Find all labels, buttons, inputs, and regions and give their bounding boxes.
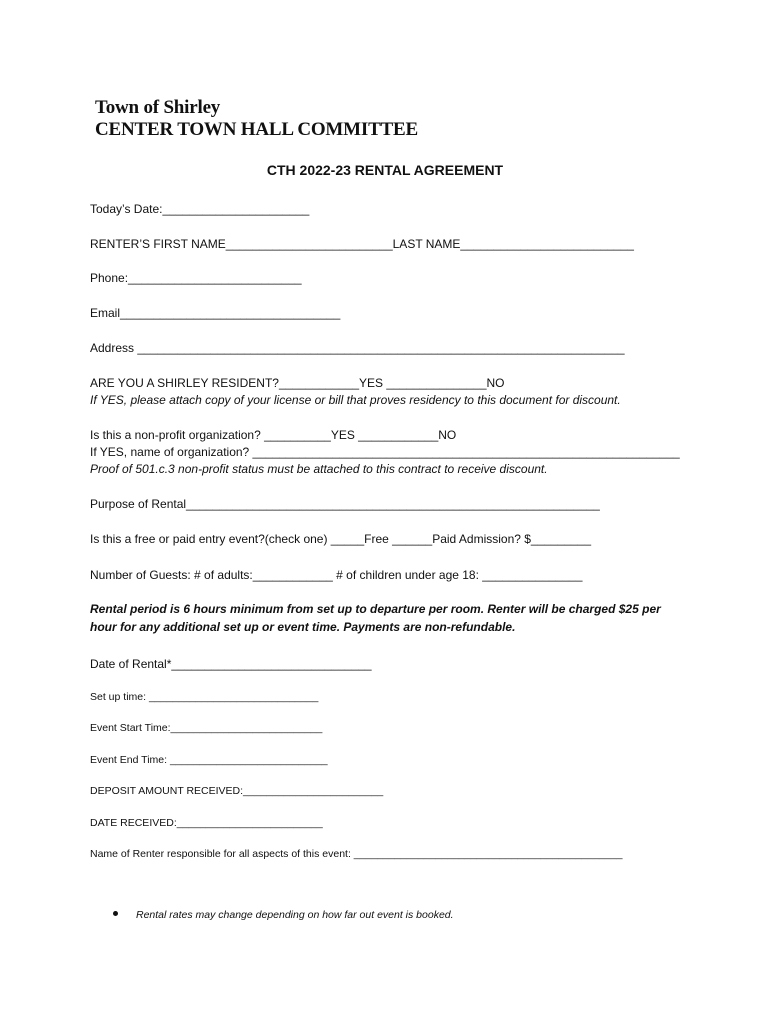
rental-rates-note: Rental rates may change depending on how far out event is booked. xyxy=(136,909,454,921)
todays-date-field[interactable]: Today’s Date:______________________ xyxy=(90,202,310,216)
rental-date-field[interactable]: Date of Rental*______________________________ xyxy=(90,657,372,671)
event-end-field[interactable]: Event End Time: ___________________________ xyxy=(90,754,328,766)
deposit-amount-field[interactable]: DEPOSIT AMOUNT RECEIVED:________________________ xyxy=(90,785,384,797)
address-field[interactable]: Address _________________________________________________________________________ xyxy=(90,341,625,355)
email-field[interactable]: Email_________________________________ xyxy=(90,306,341,320)
resident-note: If YES, please attach copy of your license or bill that proves residency to this document for discount. xyxy=(90,393,621,407)
purpose-field[interactable]: Purpose of Rental______________________________________________________________ xyxy=(90,497,600,511)
document-title: CTH 2022-23 RENTAL AGREEMENT xyxy=(266,162,504,178)
committee-name: CENTER TOWN HALL COMMITTEE xyxy=(95,119,418,140)
shirley-resident-field[interactable]: ARE YOU A SHIRLEY RESIDENT?____________YES _______________NO xyxy=(90,376,505,390)
event-start-field[interactable]: Event Start Time:__________________________ xyxy=(90,722,323,734)
bullet-icon xyxy=(113,911,118,916)
date-received-field[interactable]: DATE RECEIVED:_________________________ xyxy=(90,817,323,829)
guests-field[interactable]: Number of Guests: # of adults:____________ # of children under age 18: _______________ xyxy=(90,568,583,582)
organization-name-field[interactable]: If YES, name of organization? ________________________________________________________________ xyxy=(90,445,680,459)
nonprofit-field[interactable]: Is this a non-profit organization? __________YES ____________NO xyxy=(90,428,457,442)
nonprofit-note: Proof of 501.c.3 non-profit status must be attached to this contract to receive discount. xyxy=(90,462,548,476)
town-name: Town of Shirley xyxy=(95,97,221,118)
renter-name-field[interactable]: RENTER’S FIRST NAME_________________________LAST NAME__________________________ xyxy=(90,237,634,251)
entry-type-field[interactable]: Is this a free or paid entry event?(check one) _____Free ______Paid Admission? $_________ xyxy=(90,532,591,546)
setup-time-field[interactable]: Set up time: _____________________________ xyxy=(90,691,319,703)
rental-policy-line-2: hour for any additional set up or event time. Payments are non-refundable. xyxy=(90,620,516,634)
rental-policy-line-1: Rental period is 6 hours minimum from set up to departure per room. Renter will be charged $25 per xyxy=(90,602,661,616)
responsible-renter-field[interactable]: Name of Renter responsible for all aspects of this event: ______________________________________________ xyxy=(90,848,623,860)
phone-field[interactable]: Phone:__________________________ xyxy=(90,271,302,285)
